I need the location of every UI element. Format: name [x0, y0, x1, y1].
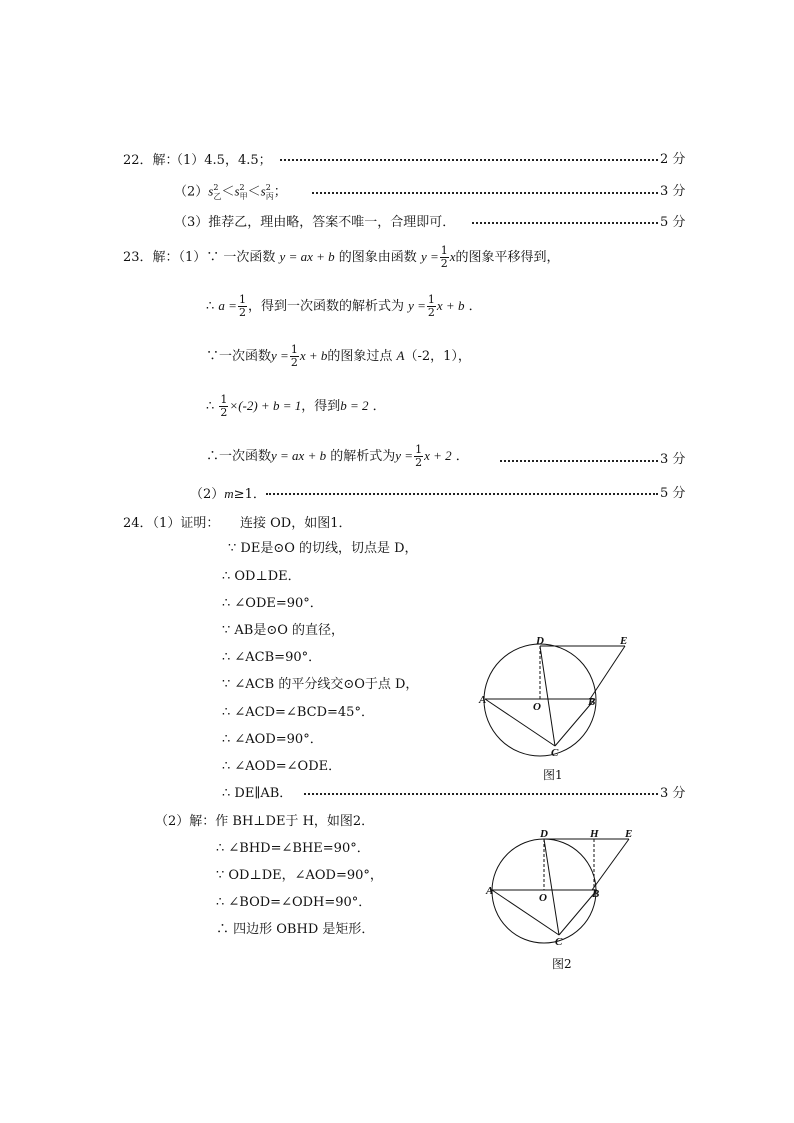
segment-ac — [485, 699, 555, 746]
q24-part2-title: （2）解：作 BH⊥DE于 H，如图2． — [155, 814, 375, 829]
label-c: C — [555, 936, 563, 948]
figure-1-diagram — [475, 630, 640, 760]
segment-eb — [592, 839, 629, 890]
q23-line3: ∵一次函数y = $\frac{1}{2}$ x + b的图象过点 A（-2，1）， — [206, 343, 471, 369]
q24-line: ∵ ∠ACB 的平分线交⊙O于点 D， — [222, 677, 419, 692]
dotted-leader — [472, 222, 658, 224]
q24-part1-score: 3 分 — [660, 786, 686, 801]
q24-title: 24．（1）证明： — [123, 516, 220, 531]
q22-title: 22．解： — [123, 153, 179, 168]
q24-line: ∴ DE∥AB． — [222, 786, 293, 801]
q24-line: ∴ ∠ACD=∠BCD=45°． — [222, 705, 374, 720]
segment-dc — [540, 646, 555, 746]
label-o: O — [539, 892, 547, 904]
q24-line: ∴ OD⊥DE． — [222, 569, 301, 584]
q24-line: ∴ ∠ACB=90°． — [222, 650, 322, 665]
segment-ac — [492, 890, 559, 935]
circle-o — [484, 644, 596, 756]
q22-part1-score: 2 分 — [660, 152, 686, 167]
q24-part2-line: ∴ ∠BOD=∠ODH=90°． — [216, 895, 372, 910]
q22-part3: （3）推荐乙，理由略，答案不唯一，合理即可． — [174, 215, 456, 230]
segment-eb — [590, 646, 625, 699]
dotted-leader — [266, 493, 658, 495]
dotted-leader — [312, 192, 658, 194]
q23-line2: ∴ a = $\frac{1}{2}$ ，得到一次函数的解析式为 y = $\frac{1}{2}$ x + b ． — [206, 293, 482, 319]
q24-line: 连接 OD，如图1． — [240, 516, 352, 531]
dotted-leader — [304, 793, 658, 795]
q24-line: ∵ DE是⊙O 的切线，切点是 D， — [228, 541, 418, 556]
label-e: E — [625, 828, 633, 840]
label-h: H — [590, 828, 599, 840]
dotted-leader — [500, 460, 658, 462]
q22-part3-score: 5 分 — [660, 215, 686, 230]
q24-part2-line: ∵ OD⊥DE，∠AOD=90°， — [216, 868, 383, 883]
label-b: B — [592, 888, 600, 900]
label-d: D — [540, 828, 548, 840]
q23-part2: （2）m≥1． — [190, 486, 266, 502]
q22-part2: $(2)s^2_乙<s^2_甲<s^2_丙$； — [174, 183, 287, 201]
label-e: E — [620, 635, 628, 647]
q23-line5: ∴一次函数y = ax + b 的解析式为y = $\frac{1}{2}$ x + 2 ． — [206, 443, 469, 469]
q24-line: ∵ AB是⊙O 的直径， — [222, 623, 345, 638]
label-o: O — [533, 701, 541, 713]
q23-part2-score: 5 分 — [660, 486, 686, 501]
q23-part1-score: 3 分 — [660, 452, 686, 467]
q23-line4: ∴ $\frac{1}{2}$ ×(-2) + b = 1，得到b = 2 ． — [206, 393, 386, 419]
q22-part2-score: 3 分 — [660, 184, 686, 199]
figure-2-caption: 图2 — [552, 957, 572, 971]
q24-line: ∴ ∠AOD=90°． — [222, 732, 323, 747]
label-d: D — [536, 635, 544, 647]
figure-1-caption: 图1 — [543, 768, 563, 782]
dotted-leader — [280, 159, 658, 161]
q24-line: ∴ ∠AOD=∠ODE． — [222, 759, 342, 774]
label-b: B — [588, 696, 596, 708]
q24-line: ∴ ∠ODE=90°． — [222, 596, 323, 611]
q22-part1: （1）4.5，4.5； — [170, 153, 272, 168]
label-a: A — [486, 885, 494, 897]
label-c: C — [551, 747, 559, 759]
q23-title: 23．解： — [123, 250, 179, 265]
segment-dc — [544, 839, 559, 935]
label-a: A — [479, 694, 487, 706]
q24-part2-line: ∴ ∠BHD=∠BHE=90°． — [216, 841, 370, 856]
q24-part2-line: ∴ 四边形 OBHD 是矩形． — [216, 922, 375, 937]
q23-line1: （1）∵ 一次函数 y = ax + b 的图象由函数 y = $\frac{1}{2}$ x的图象平移得到， — [172, 244, 560, 270]
figure-2-diagram — [484, 825, 644, 950]
